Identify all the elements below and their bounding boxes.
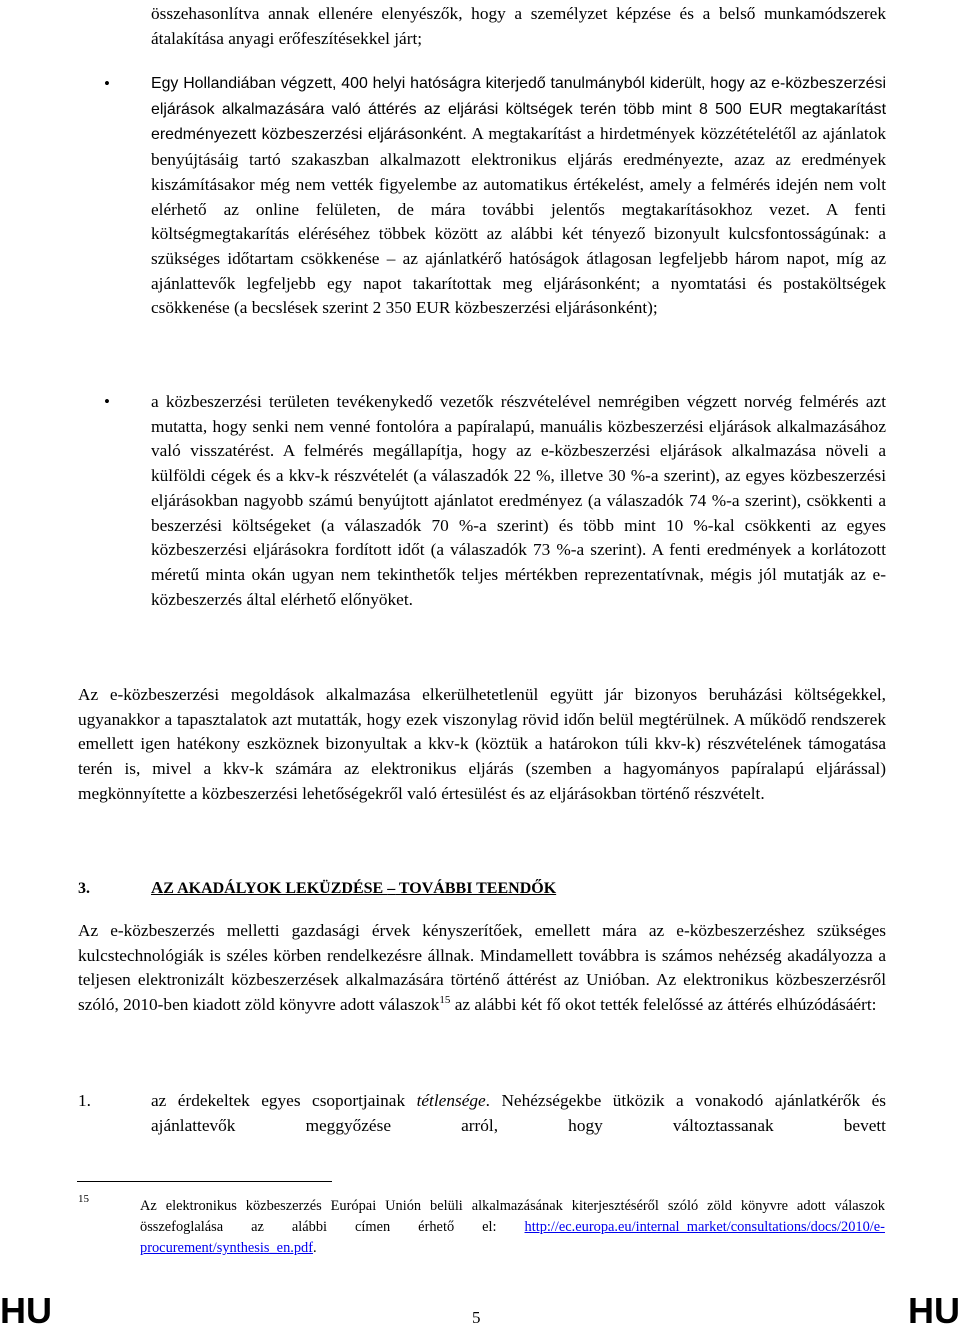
footnote-separator — [77, 1181, 332, 1182]
numbered-item-number: 1. — [78, 1091, 91, 1110]
body-paragraph: Az e-közbeszerzési megoldások alkalmazása elkerülhetetlenül együtt jár bizonyos beruházási költségekkel, ugyanakkor a tapasztalatok azt mutatták, hogy ezek viszonylag rövid időn belül megtérülnek. A működő rendszerek emellett igen hatékony eszköznek bizonyultak a kkv-k (köztük a határokon túli kkv-k) részvételének támogatása terén is, mivel a kkv-k számára az elektronikus eljárás (szemben a hagyományos papíralapú eljárással) megkönnyítette a közbeszerzési lehetőségekről való értesülést és az eljárásokban történő részvételt. — [78, 685, 886, 803]
list-item-norway-survey: a közbeszerzési területen tevékenykedő vezetők részvételével nemrégiben végzett norvég felmérés azt mutatta, hogy senki nem venné fontolóra a papíralapú, manuális közbeszerzési eljárások alkalmazásához való visszatérést. A felmérés megállapítja, hogy az e-közbeszerzési eljárások alkalmazása növeli a külföldi cégek és a kkv-k részvételét (a válaszadók 22 %, illetve 30 %-a szerint), az egyes közbeszerzési eljárásokban nagyobb számú benyújtott ajánlatot eredményez (a válaszadók 74 %-a szerint), csökkenti a beszerzési költségeket (a válaszadók 70 %-a szerint) és több mint 10 %-kal csökkenti az egyes közbeszerzési eljárásokra fordított időt (a válaszadók 73 %-a szerint). A fenti eredmények a korlátozott méretű minta okán ugyan nem tekinthetők teljes mértékben reprezentatívnak, mégis jól mutatják az e-közbeszerzés által elérhető előnyöket. — [151, 392, 886, 609]
section-title: AZ AKADÁLYOK LEKÜZDÉSE – TOVÁBBI TEENDŐK — [151, 878, 557, 897]
footnote-reference[interactable]: 15 — [439, 994, 451, 1007]
study-details-text: A megtakarítást a hirdetmények közzétételétől az ajánlatok benyújtásáig tartó szakaszban alkalmazott elektronikus eljárás eredményezte, azaz az eredmények kiszámításakor még nem vették figyelembe az automatikus értékelést, amely a felmérés idején nem volt elérhető az online felületen, de mára további jelentős megtakarításokhoz vezet. A fenti költségmegtakarítás eléréséhez többek között az alábbi két tényező bizonyult kulcsfontosságúnak: a szükséges időtartam csökkenése – az ajánlatkérő hatóságok átlagosan legfeljebb három napot, míg az ajánlattevők legfeljebb egy napot takarítottak meg eljárásonként; a nyomtatási és postaköltségek csökkenése (a becslések szerint 2 350 EUR közbeszerzési eljárásonként); — [151, 124, 887, 318]
footnote-number: 15 — [78, 1193, 89, 1205]
footer-language-right: HU — [908, 1290, 960, 1331]
body-paragraph-2: Az e-közbeszerzés melletti gazdasági érvek kényszerítőek, emellett mára az e-közbeszerzéshez szükséges kulcstechnológiák is széles körben rendelkezésre állnak. Mindamellett továbbra is számos nehézség akadályozza a teljesen elektronizált közbeszerzések alkalmazására történő áttérést az Unióban. Az elektronikus közbeszerzésről szóló, 2010-ben kiadott zöld könyvre adott válaszok$^{15}$ az alábbi két fő okot tették felelőssé az áttérés elhúzódásáért: — [78, 921, 886, 1015]
numbered-item: az érdekeltek egyes csoportjainak tétlensége. Nehézségekbe ütközik a vonakodó ajánlatkérők és ajánlattevők meggyőzése arról, hogy változtassanak bevett — [151, 1091, 886, 1135]
section-number: 3. — [78, 880, 90, 897]
bullet-point: • — [104, 74, 110, 93]
page-number: 5 — [472, 1308, 481, 1327]
section-heading — [78, 877, 556, 900]
footer-language-left: HU — [0, 1290, 52, 1331]
footnote-link[interactable]: http://ec.europa.eu/internal_market/consultations/docs/2010/e-procurement/synthesis_en.pdf — [140, 1219, 885, 1256]
bullet-point: • — [104, 392, 110, 411]
list-item-continuation: összehasonlítva annak ellenére elenyészők, hogy a személyzet képzése és a belső munkamódszerek átalakítása anyagi erőfeszítésekkel járt; — [151, 4, 886, 48]
study-summary-text: Egy Hollandiában végzett, 400 helyi hatóságra kiterjedő tanulmányból kiderült, hogy az e-közbeszerzési eljárások alkalmazására való áttérés az eljárási költségek terén több mint 8 500 EUR megtakarítást eredményezett közbeszerzési eljárásonként. — [151, 75, 886, 144]
footnote-text: Az elektronikus közbeszerzés Európai Unión belüli alkalmazásának kiterjesztéséről szóló zöld könyvre adott válaszok összefoglalása az alábbi címen érhető el: http://ec.europa.eu/internal_market/consultations/docs/2010/e-procurement/synthesis_en.pdf. — [140, 1198, 885, 1256]
list-item-netherlands-study — [151, 71, 886, 321]
